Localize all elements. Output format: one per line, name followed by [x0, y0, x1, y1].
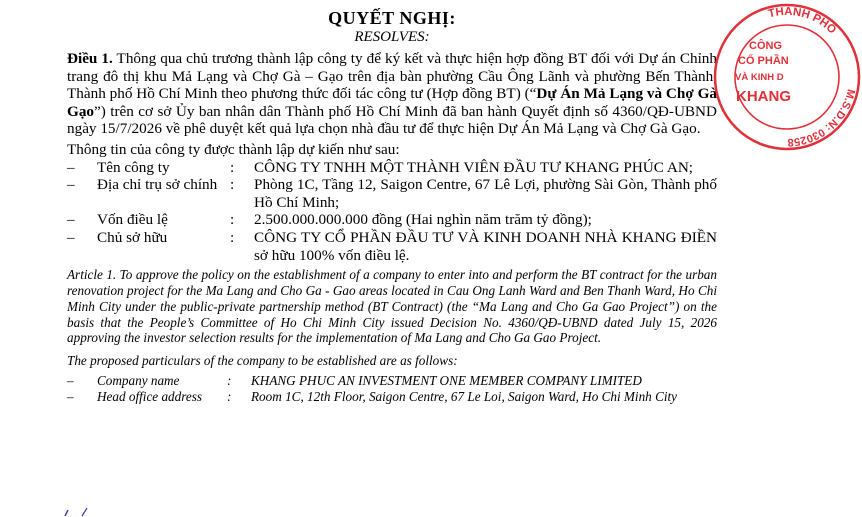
dash-bullet: –	[67, 211, 75, 229]
company-info-intro-vn: Thông tin của công ty được thành lập dự kiến như sau:	[67, 140, 400, 158]
field-value: Phòng 1C, Tầng 12, Saigon Centre, 67 Lê Lợi, phường Sài Gòn, Thành phố Hồ Chí Minh;	[254, 176, 717, 211]
list-item	[67, 176, 717, 211]
list-item	[67, 159, 717, 177]
dash-bullet: –	[67, 372, 74, 388]
field-value: Room 1C, 12th Floor, Saigon Centre, 67 Le Loi, Saigon Ward, Ho Chi Minh City	[251, 388, 678, 404]
seal-line-3: VÀ KINH D	[735, 72, 784, 83]
field-value: KHANG PHUC AN INVESTMENT ONE MEMBER COMPANY LIMITED	[251, 372, 642, 388]
field-label: Vốn điều lệ	[97, 211, 168, 229]
seal-line-2: CỔ PHẦN	[738, 55, 789, 67]
list-item	[67, 229, 717, 264]
company-info-list-en	[67, 373, 717, 405]
dash-bullet: –	[67, 388, 74, 404]
field-colon: :	[227, 388, 232, 404]
project-name: Dự Án Mả Lạng và Chợ Gà Gạo	[67, 85, 717, 120]
field-label: Chủ sở hữu	[97, 228, 168, 246]
company-info-list-vn	[67, 159, 717, 265]
field-colon: :	[230, 228, 235, 246]
article-1-text-after: ”) trên cơ sở Ủy ban nhân dân Thành phố Hồ Chí Minh đã ban hành Quyết định số 4360/QĐ-UBND ngày 15/7/2026 về phê duyệt kết quả lựa chọn nhà đầu tư để thực hiện Dự Án Mả Lạng và Chợ Gà Gạo.	[67, 102, 717, 138]
seal-line-1: CÔNG	[749, 40, 782, 52]
field-label: Địa chỉ trụ sở chính	[97, 176, 218, 194]
article-1-english: Article 1. To approve the policy on the establishment of a company to enter into and perform the BT contract for the urban renovation project for the Ma Lang and Cho Ga - Gao areas located in Cau Ong Lanh Ward and Ben Thanh Ward, Ho Chi Minh City under the public-private partnership method (BT Contract) (the “Ma Lang and Cho Ga Gao Project”) on the basis that the People’s Committee of Ho Chi Minh City issued Decision No. 4360/QĐ-UBND dated July 15, 2026 approving the investor selection results for the implementation of Ma Lang and Cho Ga Gao Project.	[67, 267, 717, 346]
dash-bullet: –	[67, 176, 75, 194]
resolution-heading: QUYẾT NGHỊ:	[328, 8, 456, 28]
seal-ring-text: M.S.D.N: 030258	[787, 87, 857, 149]
list-item	[67, 389, 717, 405]
list-item	[67, 211, 717, 229]
company-seal-stamp	[712, 2, 862, 152]
company-info-intro-en: The proposed particulars of the company to be established are as follows:	[67, 353, 458, 369]
dash-bullet: –	[67, 228, 75, 246]
document-body	[67, 0, 717, 405]
resolution-subheading: RESOLVES:	[354, 29, 430, 45]
seal-line-4: KHANG	[736, 88, 791, 105]
field-value: 2.500.000.000.000 đồng (Hai nghìn năm trăm tỷ đồng);	[254, 211, 592, 229]
signature-mark	[64, 505, 94, 517]
field-label: Company name	[97, 372, 180, 388]
article-1-vietnamese	[67, 50, 717, 138]
field-label: Tên công ty	[97, 158, 170, 176]
field-colon: :	[230, 176, 235, 194]
field-colon: :	[230, 158, 235, 176]
field-value: CÔNG TY TNHH MỘT THÀNH VIÊN ĐẦU TƯ KHANG PHÚC AN;	[254, 158, 694, 176]
field-label: Head office address	[97, 388, 202, 404]
field-colon: :	[227, 372, 232, 388]
dash-bullet: –	[67, 158, 75, 176]
field-value: CÔNG TY CỔ PHẦN ĐẦU TƯ VÀ KINH DOANH NHÀ KHANG ĐIỀN sở hữu 100% vốn điều lệ.	[254, 228, 717, 264]
seal-bottom-text: THÀNH PHỐ	[767, 5, 839, 37]
list-item	[67, 373, 717, 389]
article-1-text-before: Thông qua chủ trương thành lập công ty để ký kết và thực hiện hợp đồng BT đối với Dự án Chỉnh trang đô thị khu Mả Lạng và Chợ Gà – Gạo trên địa bàn phường Cầu Ông Lãnh và phường Bến Thành, Thành phố Hồ Chí Minh theo phương thức đối tác công tư (Hợp đồng BT) (“	[67, 50, 717, 103]
article-1-label: Điều 1.	[67, 50, 113, 67]
field-colon: :	[230, 211, 235, 229]
